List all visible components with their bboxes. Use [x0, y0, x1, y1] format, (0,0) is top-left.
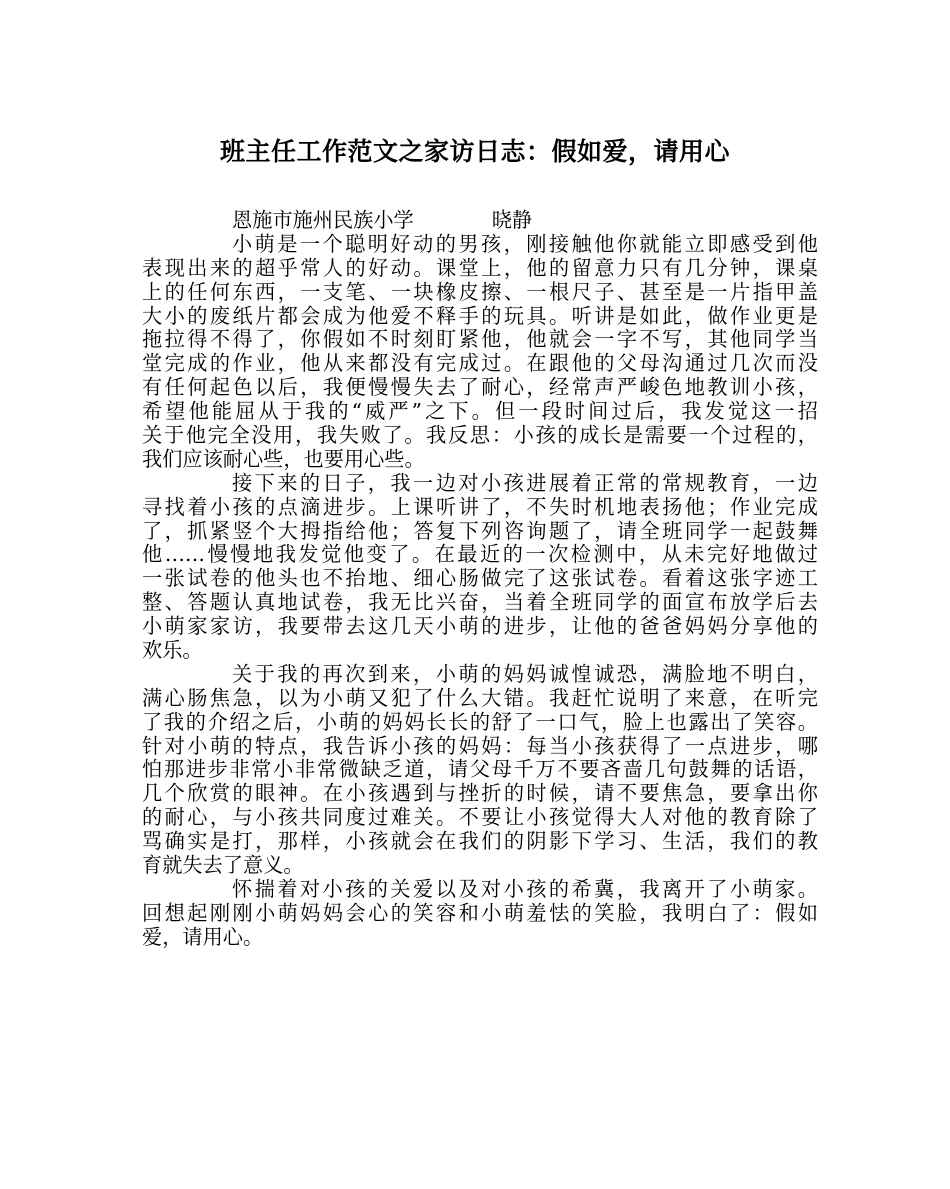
- paragraph-line: 的耐心，与小孩共同度过难关。不要让小孩觉得大人对他的教育除了: [142, 805, 818, 830]
- paragraph: [142, 663, 818, 878]
- paragraph-line: 表现出来的超乎常人的好动。课堂上，他的留意力只有几分钟，课桌: [142, 255, 818, 280]
- paragraph-line: 接下来的日子，我一边对小孩进展着正常的常规教育，一边: [232, 470, 818, 495]
- document-title: 班主任工作范文之家访日志：假如爱，请用心: [219, 137, 730, 166]
- byline: [142, 209, 818, 233]
- paragraph-line: 大小的废纸片都会成为他爱不释手的玩具。听讲是如此，做作业更是: [142, 303, 818, 328]
- paragraph: [142, 878, 818, 950]
- paragraph-line: 寻找着小孩的点滴进步。上课听讲了，不失时机地表扬他；作业完成: [142, 494, 818, 519]
- paragraph-line: 怕那进步非常小非常微缺乏道，请父母千万不要吝啬几句鼓舞的话语，: [142, 757, 818, 782]
- paragraph-line: 几个欣赏的眼神。在小孩遇到与挫折的时候，请不要焦急，要拿出你: [142, 781, 818, 806]
- paragraph-line: 我们应该耐心些，也要用心些。: [142, 446, 425, 471]
- paragraph-line: 他……慢慢地我发觉他变了。在最近的一次检测中，从未完好地做过: [142, 542, 818, 567]
- document-body: [142, 209, 818, 950]
- paragraph-line: 满心肠焦急，以为小萌又犯了什么大错。我赶忙说明了来意，在听完: [142, 685, 818, 710]
- paragraph-line: 上的任何东西，一支笔、一块橡皮擦、一根尺子、甚至是一片指甲盖: [142, 279, 818, 304]
- paragraph-line: 小萌是一个聪明好动的男孩，刚接触他你就能立即感受到他: [232, 231, 818, 256]
- byline-school: 恩施市施州民族小学: [232, 208, 414, 232]
- paragraph: [142, 472, 818, 663]
- paragraph-line: 有任何起色以后，我便慢慢失去了耐心，经常声严峻色地教训小孩，: [142, 375, 818, 400]
- paragraph-line: 骂确实是打，那样，小孩就会在我们的阴影下学习、生活，我们的教: [142, 829, 818, 854]
- paragraph-line: 小萌家家访，我要带去这几天小萌的进步，让他的爸爸妈妈分享他的: [142, 614, 818, 639]
- paragraph-line: 希望他能屈从于我的“威严”之下。但一段时间过后，我发觉这一招: [142, 399, 818, 424]
- paragraph-line: 回想起刚刚小萌妈妈会心的笑容和小萌羞怯的笑脸，我明白了：假如: [142, 900, 818, 925]
- paragraph-line: 拖拉得不得了，你假如不时刻盯紧他，他就会一字不写，其他同学当: [142, 327, 818, 352]
- paragraph-line: 针对小萌的特点，我告诉小孩的妈妈：每当小孩获得了一点进步，哪: [142, 733, 818, 758]
- paragraph-line: 了，抓紧竖个大拇指给他；答复下列咨询题了，请全班同学一起鼓舞: [142, 518, 818, 543]
- paragraph-line: 爱，请用心。: [142, 924, 264, 949]
- paragraph-line: 堂完成的作业，他从来都没有完成过。在跟他的父母沟通过几次而没: [142, 351, 818, 376]
- paragraph-line: 关于我的再次到来，小萌的妈妈诚惶诚恐，满脸地不明白，: [232, 661, 818, 686]
- byline-author: 晓静: [491, 208, 533, 232]
- paragraph-line: 一张试卷的他头也不抬地、细心肠做完了这张试卷。看着这张字迹工: [142, 566, 818, 591]
- paragraph-line: 怀揣着对小孩的关爱以及对小孩的希冀，我离开了小萌家。: [232, 876, 818, 901]
- paragraph: [142, 233, 818, 472]
- paragraph-line: 关于他完全没用，我失败了。我反思：小孩的成长是需要一个过程的，: [142, 423, 818, 448]
- paragraph-line: 整、答题认真地试卷，我无比兴奋，当着全班同学的面宣布放学后去: [142, 590, 818, 615]
- paragraphs: [142, 233, 818, 950]
- paragraph-line: 了我的介绍之后，小萌的妈妈长长的舒了一口气，脸上也露出了笑容。: [142, 709, 818, 734]
- paragraph-line: 欢乐。: [142, 638, 203, 663]
- paragraph-line: 育就失去了意义。: [142, 853, 304, 878]
